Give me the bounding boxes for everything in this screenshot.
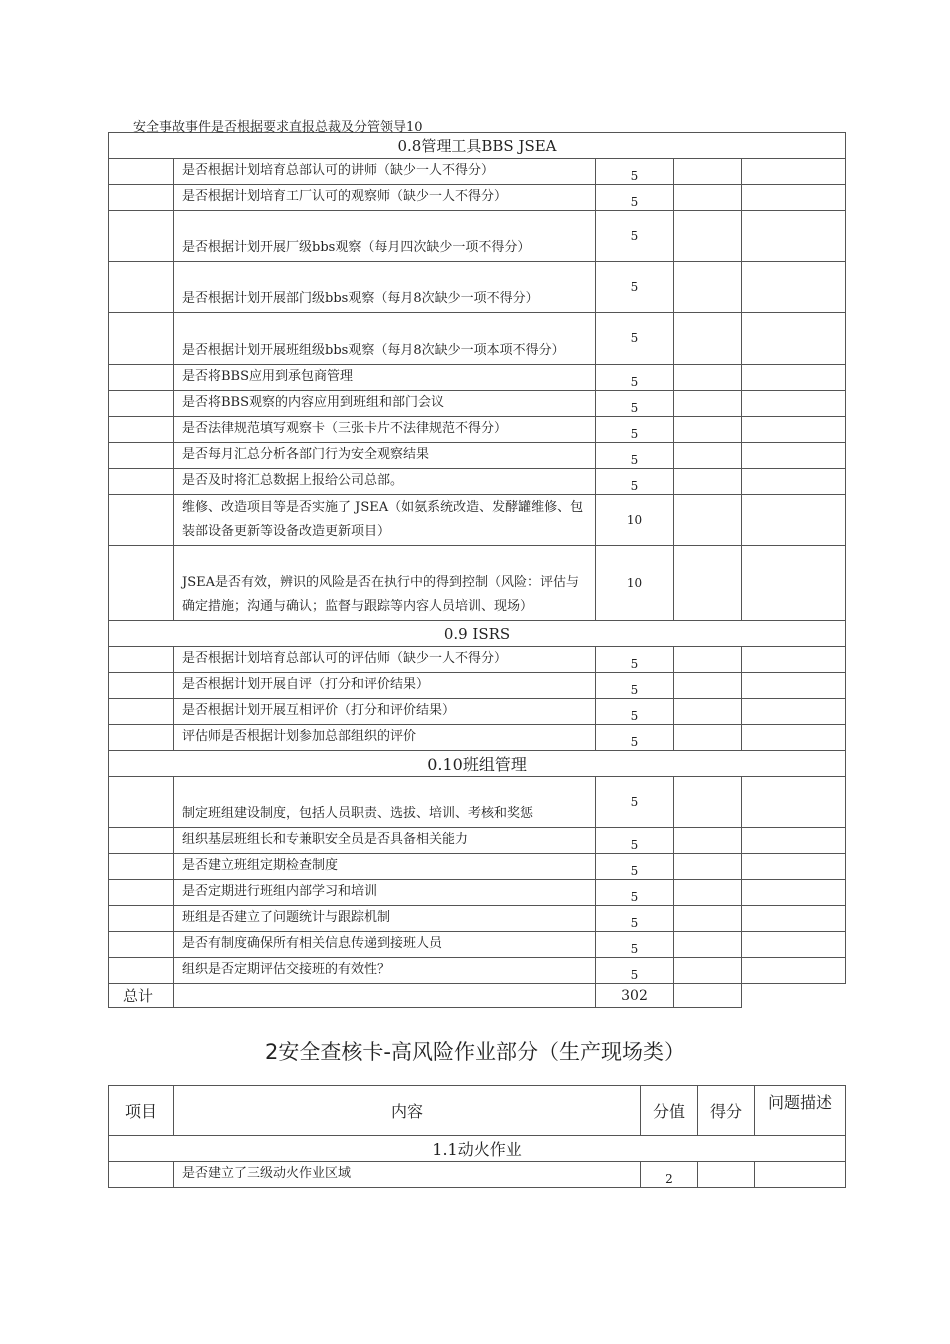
row-score: 5 bbox=[596, 647, 674, 673]
row-score: 5 bbox=[596, 906, 674, 932]
row-content: 组织基层班组长和专兼职安全员是否具备相关能力 bbox=[174, 828, 596, 854]
table-row bbox=[109, 958, 846, 984]
row-content: 班组是否建立了问题统计与跟踪机制 bbox=[174, 906, 596, 932]
got-cell[interactable] bbox=[674, 828, 742, 854]
issue-cell[interactable] bbox=[742, 673, 846, 699]
issue-cell[interactable] bbox=[742, 777, 846, 828]
row-content: 是否根据计划开展班组级bbs观察（每月8次缺少一项本项不得分） bbox=[174, 313, 596, 365]
row-score: 5 bbox=[596, 699, 674, 725]
table-row bbox=[109, 417, 846, 443]
issue-cell[interactable] bbox=[742, 469, 846, 495]
got-cell[interactable] bbox=[674, 958, 742, 984]
row-score: 5 bbox=[596, 880, 674, 906]
issue-cell[interactable] bbox=[742, 365, 846, 391]
issue-cell[interactable] bbox=[742, 880, 846, 906]
row-content: 是否每月汇总分析各部门行为安全观察结果 bbox=[174, 443, 596, 469]
row-score: 5 bbox=[596, 828, 674, 854]
issue-cell[interactable] bbox=[742, 699, 846, 725]
row-content: 是否建立了三级动火作业区域 bbox=[174, 1162, 641, 1188]
got-cell[interactable] bbox=[674, 932, 742, 958]
row-content: 是否根据计划培育总部认可的评估师（缺少一人不得分） bbox=[174, 647, 596, 673]
got-cell[interactable] bbox=[674, 391, 742, 417]
row-content: 是否法律规范填写观察卡（三张卡片不法律规范不得分） bbox=[174, 417, 596, 443]
row-content: 是否建立班组定期检查制度 bbox=[174, 854, 596, 880]
row-score: 10 bbox=[596, 495, 674, 546]
table-row bbox=[109, 495, 846, 546]
row-score: 5 bbox=[596, 365, 674, 391]
issue-cell[interactable] bbox=[755, 1162, 846, 1188]
issue-cell[interactable] bbox=[742, 313, 846, 365]
got-cell[interactable] bbox=[674, 313, 742, 365]
section-title: 0.8管理工具BBS JSEA bbox=[109, 133, 846, 159]
top-note: 安全事故事件是否根据要求直报总裁及分管领导10 bbox=[133, 120, 423, 135]
issue-cell[interactable] bbox=[742, 262, 846, 313]
total-label: 总计 bbox=[109, 984, 174, 1008]
section-title: 0.10班组管理 bbox=[109, 751, 846, 777]
row-score: 5 bbox=[596, 391, 674, 417]
row-content: 组织是否定期评估交接班的有效性？ bbox=[174, 958, 596, 984]
table-row bbox=[109, 185, 846, 211]
table-row bbox=[109, 365, 846, 391]
section-row-bbs bbox=[109, 133, 846, 159]
table-row bbox=[109, 777, 846, 828]
row-score: 5 bbox=[596, 777, 674, 828]
got-cell[interactable] bbox=[674, 443, 742, 469]
total-row bbox=[109, 984, 846, 1008]
got-cell[interactable] bbox=[674, 211, 742, 262]
table-row bbox=[109, 159, 846, 185]
row-score: 5 bbox=[596, 417, 674, 443]
row-score: 5 bbox=[596, 443, 674, 469]
got-cell[interactable] bbox=[674, 725, 742, 751]
got-cell[interactable] bbox=[674, 417, 742, 443]
got-cell[interactable] bbox=[674, 365, 742, 391]
checklist-table-2 bbox=[108, 1085, 846, 1188]
table-row bbox=[109, 469, 846, 495]
table-row bbox=[109, 828, 846, 854]
table-row bbox=[109, 854, 846, 880]
row-score: 5 bbox=[596, 854, 674, 880]
row-content: 是否定期进行班组内部学习和培训 bbox=[174, 880, 596, 906]
issue-cell[interactable] bbox=[742, 443, 846, 469]
row-content: 维修、改造项目等是否实施了 JSEA（如氨系统改造、发酵罐维修、包装部设备更新等设备改造更新项目） bbox=[174, 495, 596, 546]
row-content: 是否将BBS观察的内容应用到班组和部门会议 bbox=[174, 391, 596, 417]
issue-cell[interactable] bbox=[742, 546, 846, 621]
row-score: 5 bbox=[596, 725, 674, 751]
row-content: 评估师是否根据计划参加总部组织的评价 bbox=[174, 725, 596, 751]
row-content: 是否根据计划培育工厂认可的观察师（缺少一人不得分） bbox=[174, 185, 596, 211]
issue-cell[interactable] bbox=[742, 417, 846, 443]
got-cell[interactable] bbox=[674, 906, 742, 932]
section-title: 1.1动火作业 bbox=[109, 1136, 846, 1162]
row-content: 是否根据计划培育总部认可的讲师（缺少一人不得分） bbox=[174, 159, 596, 185]
issue-cell[interactable] bbox=[742, 932, 846, 958]
got-cell[interactable] bbox=[674, 159, 742, 185]
row-score: 5 bbox=[596, 932, 674, 958]
row-content: 是否根据计划开展部门级bbs观察（每月8次缺少一项不得分） bbox=[174, 262, 596, 313]
got-cell[interactable] bbox=[674, 546, 742, 621]
table-row bbox=[109, 391, 846, 417]
total-value: 302 bbox=[596, 984, 674, 1008]
got-cell[interactable] bbox=[674, 854, 742, 880]
table-row bbox=[109, 932, 846, 958]
header-got: 得分 bbox=[698, 1086, 755, 1136]
issue-cell[interactable] bbox=[742, 495, 846, 546]
row-score: 5 bbox=[596, 159, 674, 185]
row-content: 是否及时将汇总数据上报给公司总部。 bbox=[174, 469, 596, 495]
table-row bbox=[109, 1162, 846, 1188]
row-content: 是否根据计划开展自评（打分和评价结果） bbox=[174, 673, 596, 699]
row-content: 是否将BBS应用到承包商管理 bbox=[174, 365, 596, 391]
header-issue: 问题描述 bbox=[755, 1086, 846, 1136]
table-row bbox=[109, 443, 846, 469]
table-row bbox=[109, 647, 846, 673]
row-score: 10 bbox=[596, 546, 674, 621]
table-row bbox=[109, 725, 846, 751]
table-row bbox=[109, 880, 846, 906]
table-row bbox=[109, 546, 846, 621]
table-row bbox=[109, 262, 846, 313]
issue-cell[interactable] bbox=[742, 958, 846, 984]
row-score: 5 bbox=[596, 469, 674, 495]
row-content: JSEA是否有效，辨识的风险是否在执行中的得到控制（风险：评估与确定措施；沟通与确认；监督与跟踪等内容人员培训、现场） bbox=[174, 546, 596, 621]
issue-cell[interactable] bbox=[742, 725, 846, 751]
section-heading-high-risk: 2安全查核卡-高风险作业部分（生产现场类） bbox=[265, 1040, 685, 1064]
section-title: 0.9 ISRS bbox=[109, 621, 846, 647]
row-content: 是否有制度确保所有相关信息传递到接班人员 bbox=[174, 932, 596, 958]
issue-cell[interactable] bbox=[742, 647, 846, 673]
table-row bbox=[109, 313, 846, 365]
table-row bbox=[109, 906, 846, 932]
header-item: 项目 bbox=[109, 1086, 174, 1136]
row-content: 制定班组建设制度，包括人员职责、选拔、培训、考核和奖惩 bbox=[174, 777, 596, 828]
got-cell[interactable] bbox=[674, 699, 742, 725]
checklist-table-1 bbox=[108, 132, 846, 1008]
row-score: 5 bbox=[596, 673, 674, 699]
got-cell[interactable] bbox=[674, 647, 742, 673]
got-cell[interactable] bbox=[674, 185, 742, 211]
got-cell[interactable] bbox=[698, 1162, 755, 1188]
section-row-isrs bbox=[109, 621, 846, 647]
got-cell[interactable] bbox=[674, 495, 742, 546]
row-score: 5 bbox=[596, 262, 674, 313]
got-cell[interactable] bbox=[674, 984, 742, 1008]
issue-cell[interactable] bbox=[742, 159, 846, 185]
issue-cell[interactable] bbox=[742, 906, 846, 932]
row-score: 5 bbox=[596, 313, 674, 365]
row-content: 是否根据计划开展互相评价（打分和评价结果） bbox=[174, 699, 596, 725]
got-cell[interactable] bbox=[674, 469, 742, 495]
row-score: 2 bbox=[641, 1162, 698, 1188]
issue-cell[interactable] bbox=[742, 828, 846, 854]
section-row-hot-work bbox=[109, 1136, 846, 1162]
header-score: 分值 bbox=[641, 1086, 698, 1136]
table-row bbox=[109, 673, 846, 699]
header-content: 内容 bbox=[174, 1086, 641, 1136]
table-row bbox=[109, 699, 846, 725]
got-cell[interactable] bbox=[674, 880, 742, 906]
got-cell[interactable] bbox=[674, 673, 742, 699]
row-score: 5 bbox=[596, 958, 674, 984]
got-cell[interactable] bbox=[674, 777, 742, 828]
section-row-team bbox=[109, 751, 846, 777]
issue-cell[interactable] bbox=[742, 854, 846, 880]
row-score: 5 bbox=[596, 211, 674, 262]
issue-cell[interactable] bbox=[742, 211, 846, 262]
table-row bbox=[109, 211, 846, 262]
row-score: 5 bbox=[596, 185, 674, 211]
got-cell[interactable] bbox=[674, 262, 742, 313]
issue-cell[interactable] bbox=[742, 391, 846, 417]
row-content: 是否根据计划开展厂级bbs观察（每月四次缺少一项不得分） bbox=[174, 211, 596, 262]
issue-cell[interactable] bbox=[742, 185, 846, 211]
header-row bbox=[109, 1086, 846, 1136]
